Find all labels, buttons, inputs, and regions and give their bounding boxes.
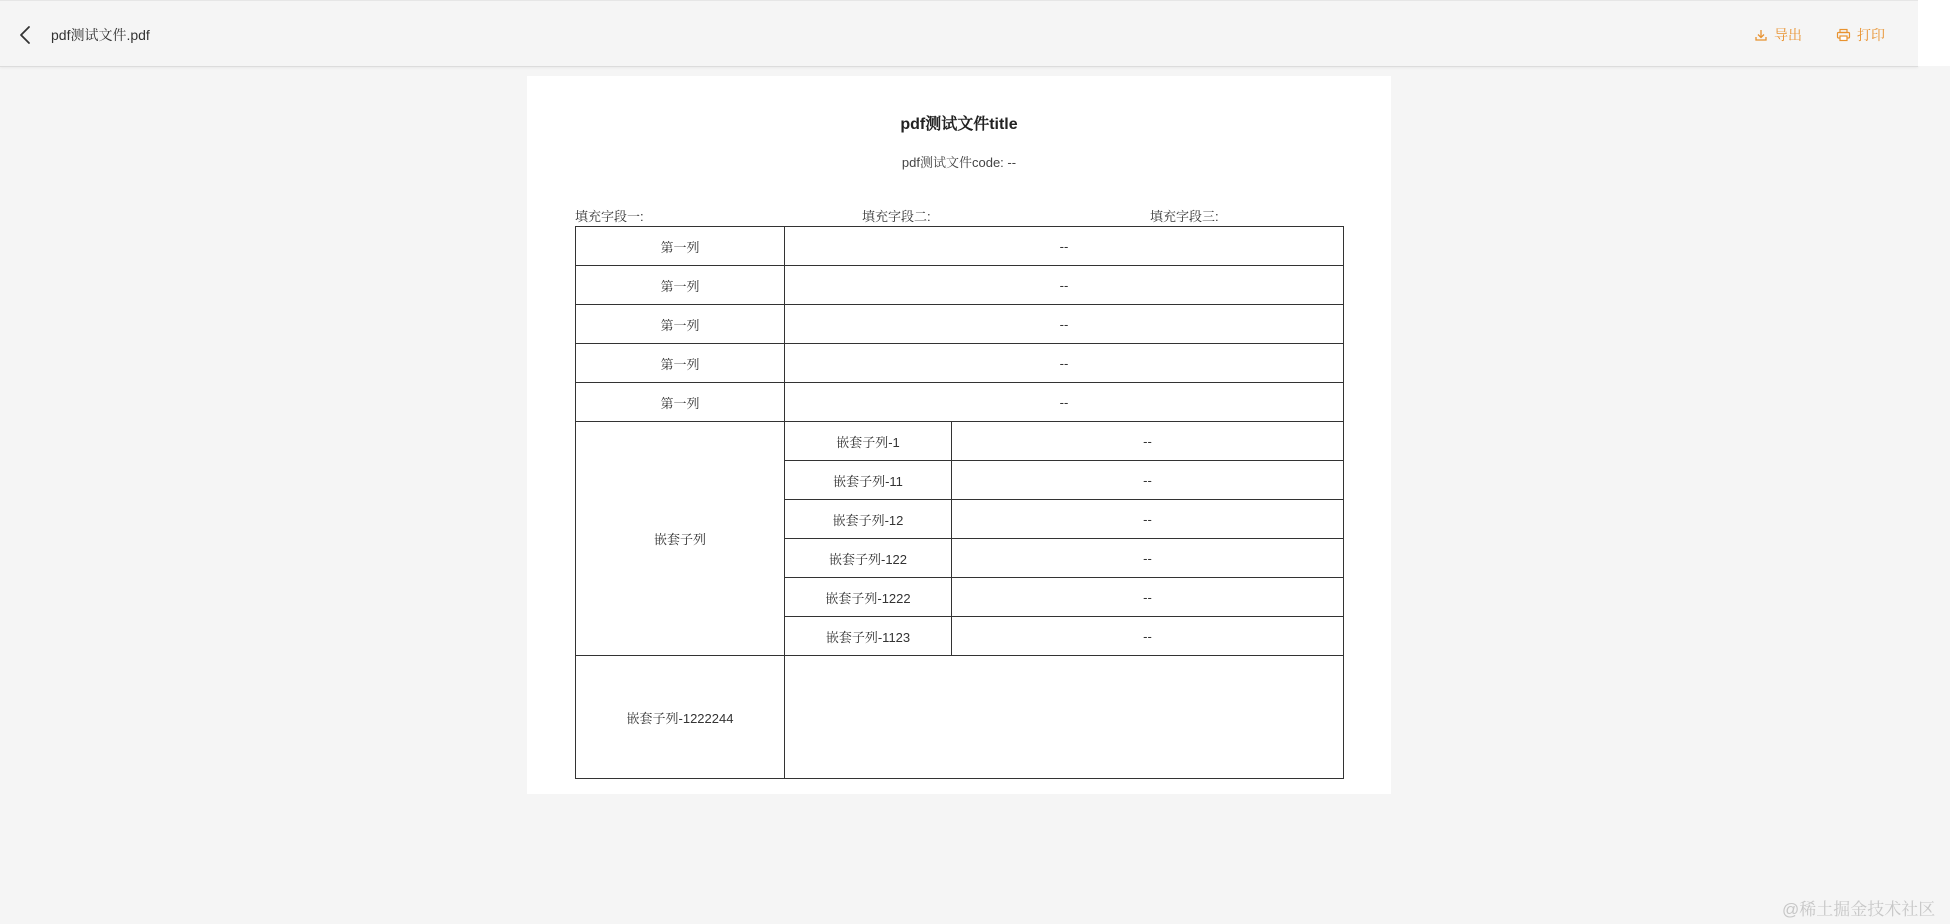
fill-field-1: 填充字段一: — [575, 209, 644, 224]
document-title: pdf测试文件title — [900, 116, 1018, 133]
last-row-label: 嵌套子列-1222244 — [576, 656, 785, 779]
table-row — [576, 656, 1344, 779]
nested-row-value: -- — [952, 539, 1344, 578]
row-label: 第一列 — [576, 266, 785, 305]
download-icon — [1754, 28, 1768, 42]
fill-fields — [575, 206, 1355, 222]
export-button[interactable] — [1754, 25, 1802, 45]
row-value: -- — [785, 344, 1344, 383]
nested-row-label: 嵌套子列-12 — [785, 500, 952, 539]
scroll-gutter — [1918, 0, 1950, 66]
row-label: 第一列 — [576, 383, 785, 422]
back-arrow-icon[interactable] — [12, 22, 38, 48]
nested-row-value: -- — [952, 617, 1344, 656]
document-code: pdf测试文件code: -- — [901, 155, 1017, 170]
row-value: -- — [785, 305, 1344, 344]
nested-row-label: 嵌套子列-1 — [785, 422, 952, 461]
top-toolbar — [0, 0, 1918, 67]
row-value: -- — [785, 266, 1344, 305]
print-button[interactable] — [1836, 25, 1885, 45]
row-value: -- — [785, 227, 1344, 266]
document-page — [527, 76, 1391, 794]
nested-group-label: 嵌套子列 — [576, 422, 785, 656]
table-row — [576, 383, 1344, 422]
table-row — [576, 227, 1344, 266]
table-row — [576, 422, 1344, 461]
data-table — [575, 226, 1344, 779]
nested-row-value: -- — [952, 422, 1344, 461]
nested-row-value: -- — [952, 578, 1344, 617]
print-label: 打印 — [1857, 27, 1885, 43]
table-row — [576, 266, 1344, 305]
row-value: -- — [785, 383, 1344, 422]
export-label: 导出 — [1774, 27, 1802, 43]
nested-row-value: -- — [952, 461, 1344, 500]
nested-row-label: 嵌套子列-1123 — [785, 617, 952, 656]
file-name: pdf测试文件.pdf — [51, 27, 150, 43]
watermark: @稀土掘金技术社区 — [1782, 900, 1936, 919]
nested-row-label: 嵌套子列-1222 — [785, 578, 952, 617]
last-row-value — [785, 656, 1344, 779]
nested-row-label: 嵌套子列-11 — [785, 461, 952, 500]
row-label: 第一列 — [576, 344, 785, 383]
table-row — [576, 344, 1344, 383]
nested-row-value: -- — [952, 500, 1344, 539]
row-label: 第一列 — [576, 227, 785, 266]
fill-field-2: 填充字段二: — [862, 209, 931, 224]
printer-icon — [1836, 28, 1851, 42]
row-label: 第一列 — [576, 305, 785, 344]
table-row — [576, 305, 1344, 344]
nested-row-label: 嵌套子列-122 — [785, 539, 952, 578]
fill-field-3: 填充字段三: — [1150, 209, 1219, 224]
